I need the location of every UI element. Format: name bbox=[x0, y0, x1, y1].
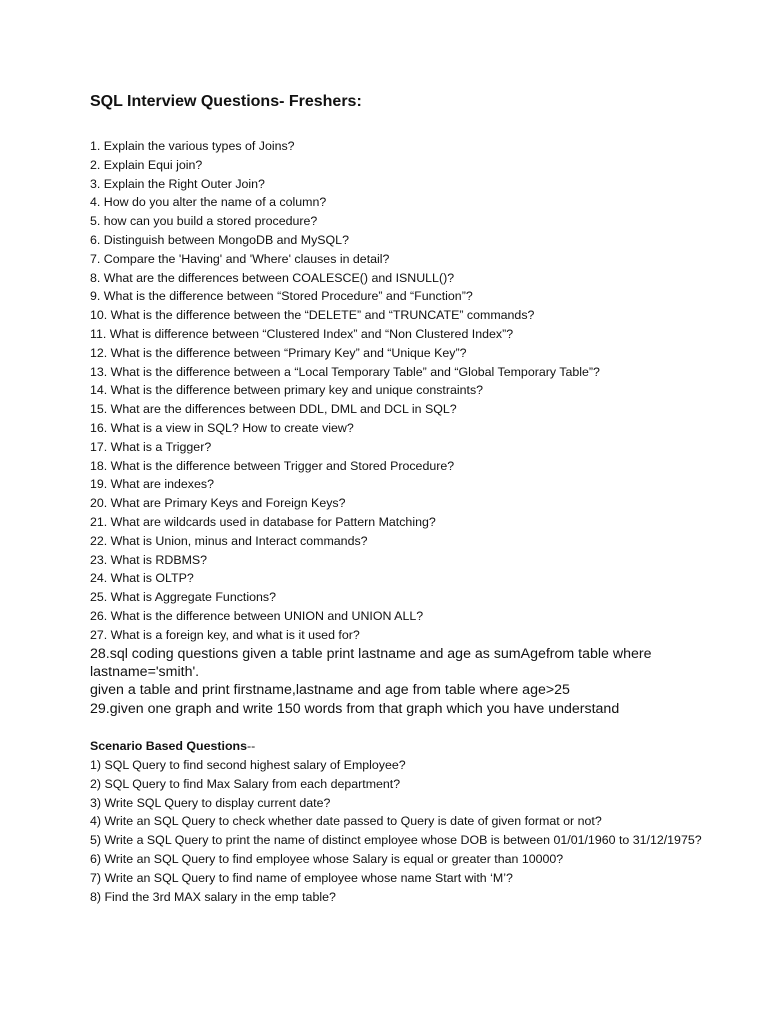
list-item: 1) SQL Query to find second highest salary of Employee? bbox=[90, 757, 406, 772]
list-item: 18. What is the difference between Trigger and Stored Procedure? bbox=[90, 458, 455, 473]
list-item: 17. What is a Trigger? bbox=[90, 439, 212, 454]
list-item: 27. What is a foreign key, and what is it used for? bbox=[90, 627, 360, 642]
list-item: 5) Write a SQL Query to print the name of distinct employee whose DOB is between 01/01/1960 to 31/12/1975? bbox=[90, 833, 702, 848]
list-item: 14. What is the difference between primary key and unique constraints? bbox=[90, 383, 484, 398]
list-item: 29.given one graph and write 150 words from that graph which you have understand bbox=[90, 700, 620, 717]
list-item: 11. What is difference between “Clustered Index” and “Non Clustered Index”? bbox=[90, 326, 514, 341]
list-item: 9. What is the difference between “Stored Procedure” and “Function”? bbox=[90, 289, 473, 304]
scenario-title-suffix: -- bbox=[247, 739, 256, 754]
list-item: 13. What is the difference between a “Local Temporary Table” and “Global Temporary Table”? bbox=[90, 364, 600, 379]
list-item: 6) Write an SQL Query to find employee whose Salary is equal or greater than 10000? bbox=[90, 851, 564, 866]
list-item: 26. What is the difference between UNION and UNION ALL? bbox=[90, 608, 424, 623]
list-item: 19. What are indexes? bbox=[90, 477, 214, 492]
document-title: SQL Interview Questions- Freshers: bbox=[90, 93, 362, 110]
list-item: 7. Compare the 'Having' and 'Where' clauses in detail? bbox=[90, 251, 390, 266]
list-item: 6. Distinguish between MongoDB and MySQL? bbox=[90, 232, 349, 247]
list-item: 22. What is Union, minus and Interact commands? bbox=[90, 533, 368, 548]
list-item: 25. What is Aggregate Functions? bbox=[90, 590, 276, 605]
scenario-section-title bbox=[90, 737, 730, 756]
list-item: 2) SQL Query to find Max Salary from each department? bbox=[90, 776, 401, 791]
document-page bbox=[90, 92, 730, 906]
list-item: 23. What is RDBMS? bbox=[90, 552, 208, 567]
list-item: 21. What are wildcards used in database for Pattern Matching? bbox=[90, 514, 436, 529]
list-item: 20. What are Primary Keys and Foreign Keys? bbox=[90, 496, 346, 511]
list-item: 2. Explain Equi join? bbox=[90, 157, 203, 172]
list-item: 8) Find the 3rd MAX salary in the emp table? bbox=[90, 889, 336, 904]
list-item: 5. how can you build a stored procedure? bbox=[90, 214, 318, 229]
list-item: 8. What are the differences between COALESCE() and ISNULL()? bbox=[90, 270, 455, 285]
list-item: 4) Write an SQL Query to check whether date passed to Query is date of given format or not? bbox=[90, 814, 602, 829]
scenario-question-list bbox=[90, 756, 730, 906]
list-item: 7) Write an SQL Query to find name of employee whose name Start with ‘M’? bbox=[90, 870, 513, 885]
list-item: given a table and print firstname,lastname and age from table where age>25 bbox=[90, 682, 570, 699]
list-item: 3) Write SQL Query to display current date? bbox=[90, 795, 331, 810]
list-item: 15. What are the differences between DDL, DML and DCL in SQL? bbox=[90, 402, 457, 417]
list-item: 12. What is the difference between “Primary Key” and “Unique Key”? bbox=[90, 345, 467, 360]
list-item: 10. What is the difference between the “DELETE” and “TRUNCATE” commands? bbox=[90, 308, 535, 323]
scenario-title-text: Scenario Based Questions bbox=[90, 739, 248, 754]
list-item: 28.sql coding questions given a table print lastname and age as sumAgefrom table where lastname='smith'. bbox=[90, 645, 652, 680]
list-item: 16. What is a view in SQL? How to create view? bbox=[90, 420, 354, 435]
list-item: 3. Explain the Right Outer Join? bbox=[90, 176, 265, 191]
list-item: 24. What is OLTP? bbox=[90, 571, 194, 586]
freshers-question-list bbox=[90, 137, 730, 718]
list-item: 4. How do you alter the name of a column? bbox=[90, 195, 327, 210]
list-item: 1. Explain the various types of Joins? bbox=[90, 139, 295, 153]
